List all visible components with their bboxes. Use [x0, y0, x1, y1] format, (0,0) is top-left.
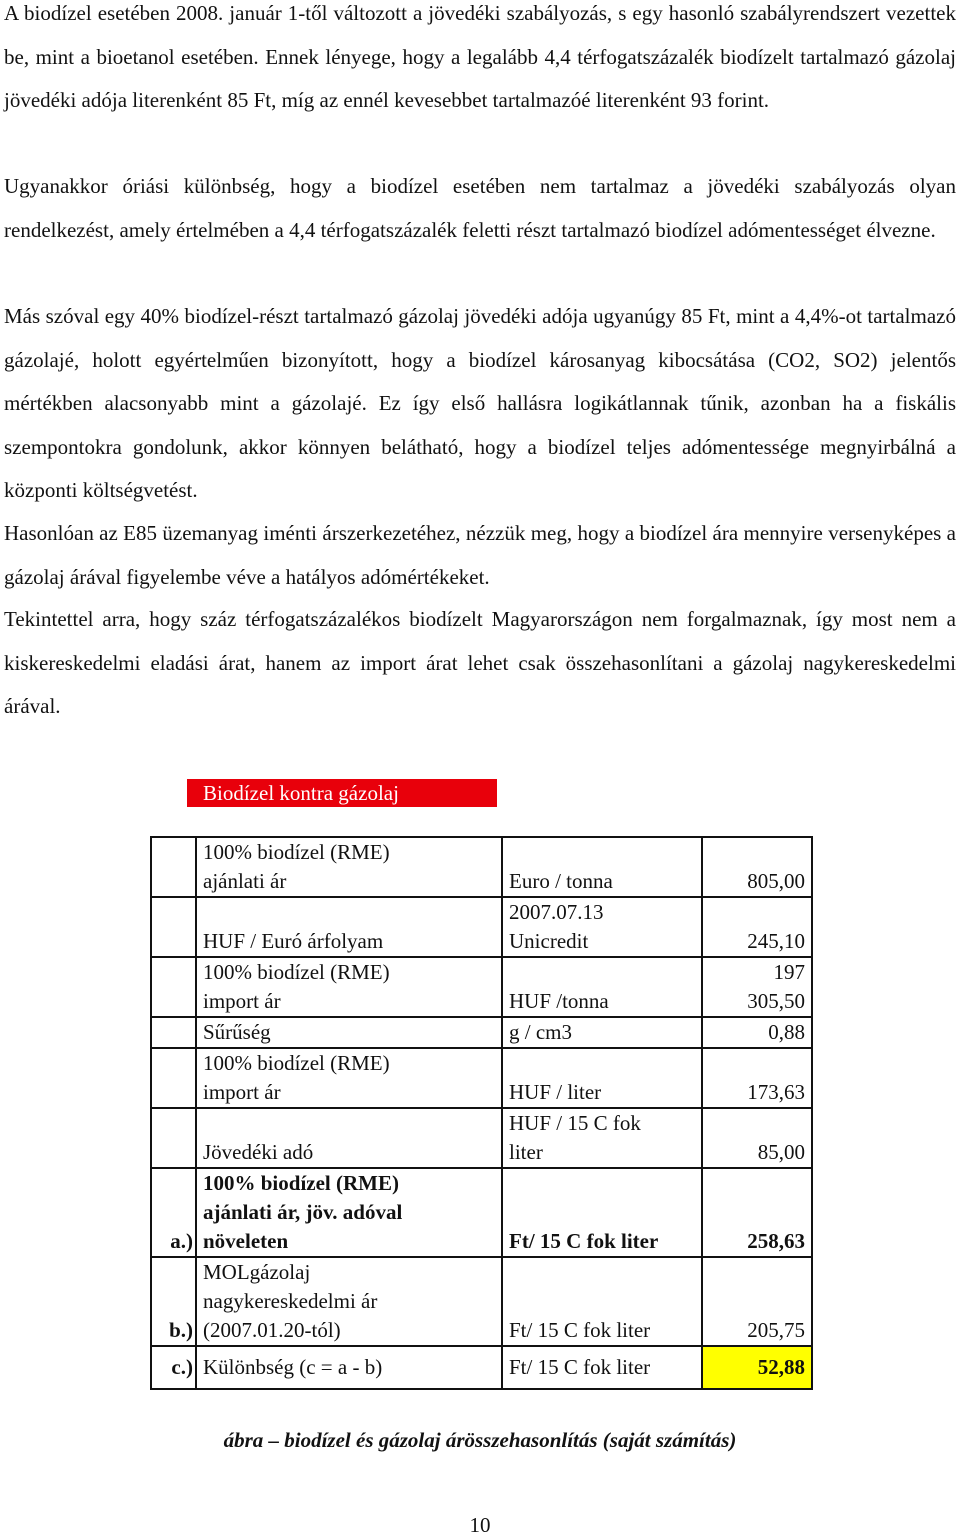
row-item-line: import ár	[203, 989, 281, 1013]
row-unit-line: liter	[509, 1140, 543, 1164]
row-unit: Ft/ 15 C fok liter	[502, 1257, 702, 1346]
row-unit: HUF /tonna	[502, 957, 702, 1017]
row-item-line: nagykereskedelmi ár	[203, 1289, 378, 1313]
row-item-line: MOLgázolaj	[203, 1260, 311, 1284]
row-unit	[502, 897, 702, 957]
row-unit: g / cm3	[502, 1017, 702, 1048]
row-item	[196, 1168, 502, 1257]
row-marker	[151, 897, 196, 957]
row-item-line: 100% biodízel (RME)	[203, 1051, 390, 1075]
row-unit: Ft/ 15 C fok liter	[502, 1168, 702, 1257]
paragraph-3: Más szóval egy 40% biodízel-részt tartalmazó gázolaj jövedéki adója ugyanúgy 85 Ft, mint a 4,4%-ot tartalmazó gázolajé, holott egyértelműen bizonyított, hogy a biodízel károsanyag kibocsátása (CO2, SO2) jelentős mértékben alacsonyabb mint a gázolajé. Ez így első hallásra logikátlannak tűnik, azonban ha a fiskális szempontokra gondolunk, akkor könnyen belátható, hogy a biodízel teljes adómentessége megnyirbálná a központi költségvetést.	[4, 304, 956, 502]
row-marker: b.)	[151, 1257, 196, 1346]
table-row	[151, 1017, 812, 1048]
row-unit	[502, 1108, 702, 1168]
row-unit: HUF / liter	[502, 1048, 702, 1108]
row-value: 205,75	[702, 1257, 812, 1346]
row-value-line: 197	[773, 960, 805, 984]
row-item: Különbség (c = a - b)	[196, 1346, 502, 1389]
row-marker	[151, 1017, 196, 1048]
row-item-line: 100% biodízel (RME)	[203, 1171, 399, 1195]
row-marker	[151, 1048, 196, 1108]
row-item-line: ajánlati ár, jöv. adóval	[203, 1200, 403, 1224]
row-item-line: import ár	[203, 1080, 281, 1104]
row-item: Jövedéki adó	[196, 1108, 502, 1168]
row-item-line: 100% biodízel (RME)	[203, 960, 390, 984]
row-marker	[151, 1108, 196, 1168]
row-item	[196, 957, 502, 1017]
row-value-highlighted: 52,88	[702, 1346, 812, 1389]
table-row	[151, 1108, 812, 1168]
figure-caption: ábra – biodízel és gázolaj árösszehasonlítás (saját számítás)	[223, 1428, 737, 1452]
row-item-line: ajánlati ár	[203, 869, 287, 893]
table-row	[151, 1346, 812, 1389]
row-unit-line: HUF / 15 C fok	[509, 1111, 641, 1135]
row-value: 805,00	[702, 837, 812, 897]
paragraph-1: A biodízel esetében 2008. január 1-től változott a jövedéki szabályozás, s egy hasonló szabályrendszert vezettek be, mint a bioetanol esetében. Ennek lényege, hogy a legalább 4,4 térfogatszázalék biodízelt tartalmazó gázolaj jövedéki adója literenként 85 Ft, míg az ennél kevesebbet tartalmazóé literenként 93 forint.	[4, 1, 956, 112]
row-marker: a.)	[151, 1168, 196, 1257]
row-item: Sűrűség	[196, 1017, 502, 1048]
table-title: Biodízel kontra gázolaj	[187, 779, 497, 807]
row-value-line: 305,50	[747, 989, 805, 1013]
row-item-line: (2007.01.20-tól)	[203, 1318, 341, 1342]
row-value: 0,88	[702, 1017, 812, 1048]
row-unit: Euro / tonna	[502, 837, 702, 897]
table-row	[151, 897, 812, 957]
row-marker: c.)	[151, 1346, 196, 1389]
paragraph-5: Tekintettel arra, hogy száz térfogatszázalékos biodízelt Magyarországon nem forgalmaznak, így most nem a kiskereskedelmi eladási árat, hanem az import árat lehet csak összehasonlítani a gázolaj nagykereskedelmi árával.	[4, 607, 956, 718]
row-item: HUF / Euró árfolyam	[196, 897, 502, 957]
paragraph-2: Ugyanakkor óriási különbség, hogy a biodízel esetében nem tartalmaz a jövedéki szabályozás olyan rendelkezést, amely értelmében a 4,4 térfogatszázalék feletti részt tartalmazó biodízel adómentességet élvezne.	[4, 174, 956, 242]
table-row	[151, 957, 812, 1017]
table-row	[151, 1168, 812, 1257]
row-value: 85,00	[702, 1108, 812, 1168]
row-marker	[151, 957, 196, 1017]
paragraph-4: Hasonlóan az E85 üzemanyag iménti árszerkezetéhez, nézzük meg, hogy a biodízel ára mennyire versenyképes a gázolaj árával figyelembe véve a hatályos adómértékeket.	[4, 521, 956, 589]
row-unit-line: Unicredit	[509, 929, 589, 953]
row-value: 173,63	[702, 1048, 812, 1108]
table-row	[151, 1257, 812, 1346]
row-value	[702, 957, 812, 1017]
row-unit: Ft/ 15 C fok liter	[502, 1346, 702, 1389]
row-marker	[151, 837, 196, 897]
row-value: 245,10	[702, 897, 812, 957]
table-row	[151, 837, 812, 897]
row-item-line: 100% biodízel (RME)	[203, 840, 390, 864]
page-number: 10	[469, 1513, 491, 1537]
price-comparison-table	[150, 836, 813, 1390]
row-item	[196, 837, 502, 897]
row-item	[196, 1048, 502, 1108]
table-row	[151, 1048, 812, 1108]
row-item	[196, 1257, 502, 1346]
row-value: 258,63	[702, 1168, 812, 1257]
row-item-line: növeleten	[203, 1229, 289, 1253]
row-unit-line: 2007.07.13	[509, 900, 604, 924]
